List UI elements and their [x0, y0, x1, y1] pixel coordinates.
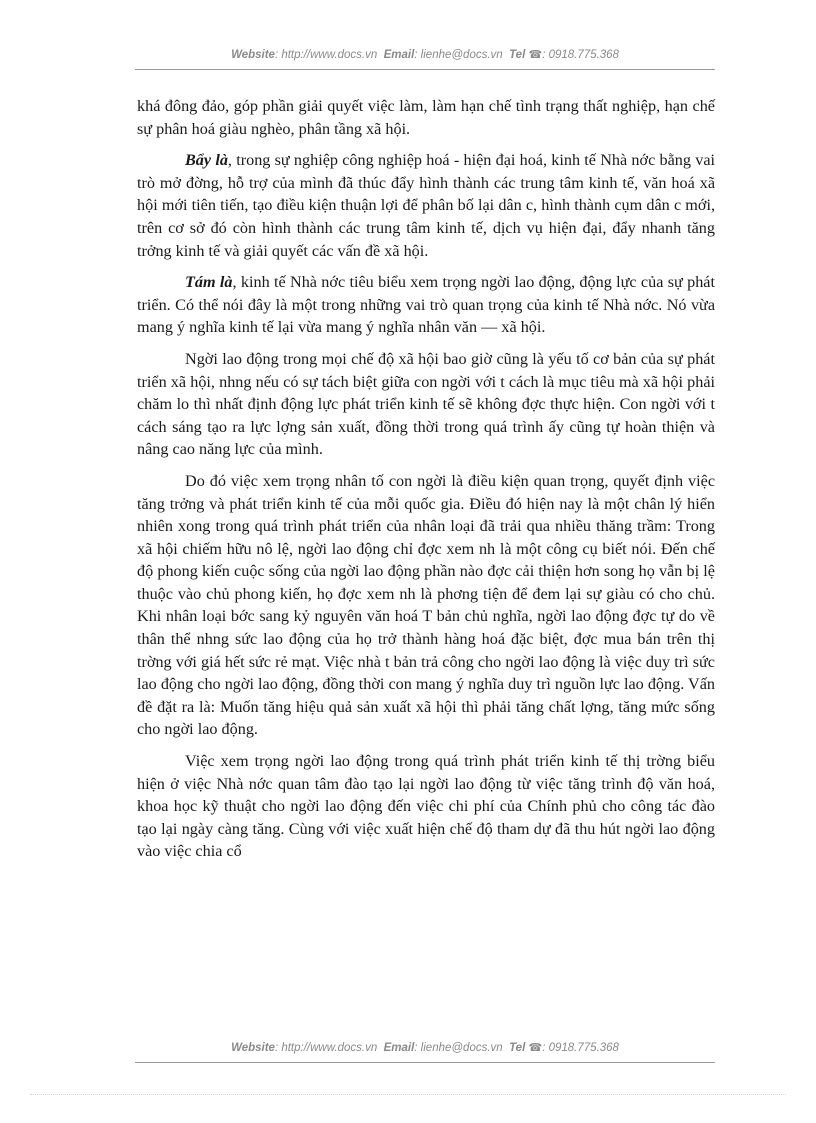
- footer-email-label: Email: [383, 1042, 415, 1054]
- footer-website-value: : http://www.docs.vn: [274, 1042, 378, 1054]
- header-tel-label: Tel: [509, 49, 526, 61]
- footer-website-label: Website: [231, 1042, 275, 1054]
- paragraph: Việc xem trọng ngời lao động trong quá trình phát triển kinh tế thị trờng biểu hiện ở việc Nhà nớc quan tâm đào tạo lại ngời lao động từ việc tăng trình độ văn hoá, khoa học kỹ thuật cho ngời lao động đến việc chi phí của Chính phủ cho công tác đào tạo lại ngày càng tăng. Cùng với việc xuất hiện chế độ tham dự đã thu hút ngời lao động vào việc chia cổ: [137, 752, 715, 861]
- footer-email-value: : lienhe@docs.vn: [414, 1042, 503, 1054]
- paragraph: Do đó việc xem trọng nhân tố con ngời là điều kiện quan trọng, quyết định việc tăng trởng và phát triển kinh tế của mỗi quốc gia. Điều đó hiện nay là một chân lý hiển nhiên xong trong quá trình phát triển của nhân loại đã trải qua nhiều thăng trầm: Trong xã hội chiếm hữu nô lệ, ngời lao động chỉ đợc xem nh là một công cụ biết nói. Đến chế độ phong kiến cuộc sống của ngời lao động phần nào đợc cải thiện hơn song họ vẫn bị lệ thuộc vào chủ phong kiến, họ đợc xem nh là phơng tiện để đem lại sự giàu có cho chủ. Khi nhân loại bớc sang kỷ nguyên văn hoá T bản chủ nghĩa, ngời lao động đợc tự do về thân thể nhng sức lao động của họ trở thành hàng hoá đặc biệt, đợc mua bán trên thị trờng với giá hết sức rẻ mạt. Việc nhà t bản trả công cho ngời lao động là việc duy trì sức lao động cho ngời lao động, đồng thời con mang ý nghĩa duy trì nguồn lực lao động. Vấn đề đặt ra là: Muốn tăng hiệu quả sản xuất xã hội thì phải tăng chất lợng, tăng mức sống cho ngời lao động.: [137, 471, 715, 739]
- footer-tel-label: Tel: [509, 1042, 526, 1054]
- header-email-label: Email: [383, 49, 415, 61]
- document-body: [137, 95, 715, 872]
- header-email-value: : lienhe@docs.vn: [414, 49, 503, 61]
- page-footer: [135, 1041, 715, 1063]
- page-bottom-divider: [30, 1094, 786, 1095]
- header-website-label: Website: [231, 49, 275, 61]
- paragraph-lead: Tám là: [185, 273, 233, 292]
- header-tel-value: : 0918.775.368: [542, 49, 619, 61]
- footer-tel-value: : 0918.775.368: [542, 1042, 619, 1054]
- page-header: [135, 48, 715, 70]
- paragraph-lead: Bẩy là: [185, 151, 228, 170]
- paragraph: Ngời lao động trong mọi chế độ xã hội bao giờ cũng là yếu tố cơ bản của sự phát triển xã hội, nhng nếu có sự tách biệt giữa con ngời với t cách là mục tiêu mà xã hội phải chăm lo thì nhất định động lực phát triển kinh tế sẽ không đợc thực hiện. Con ngời với t cách sáng tạo ra lực lợng sản xuất, đồng thời trong quá trình ấy cũng tự hoàn thiện và nâng cao năng lực của mình.: [137, 349, 715, 459]
- paragraph: khá đông đảo, góp phần giải quyết việc làm, làm hạn chế tình trạng thất nghiệp, hạn chế sự phân hoá giàu nghèo, phân tầng xã hội.: [137, 97, 715, 138]
- paragraph: Bẩy là, trong sự nghiệp công nghiệp hoá - hiện đại hoá, kinh tế Nhà nớc bằng vai trò mở đờng, hỗ trợ của mình đã thúc đẩy hình thành các trung tâm kinh tế, văn hoá xã hội mới tiên tiến, tạo điều kiện thuận lợi để phân bố lại dân c, hình thành cụm dân c mới, trên cơ sở đó còn hình thành các trung tâm kinh tế, dịch vụ hiện đại, đẩy nhanh tăng trởng kinh tế và giải quyết các vấn đề xã hội.: [137, 151, 715, 260]
- phone-icon: ☎: [528, 49, 543, 61]
- paragraph: Tám là, kinh tế Nhà nớc tiêu biểu xem trọng ngời lao động, động lực của sự phát triển. Có thể nói đây là một trong những vai trò quan trọng của kinh tế Nhà nớc. Nó vừa mang ý nghĩa kinh tế lại vừa mang ý nghĩa nhân văn — xã hội.: [137, 273, 715, 337]
- header-website-value: : http://www.docs.vn: [274, 49, 378, 61]
- phone-icon: ☎: [528, 1042, 543, 1054]
